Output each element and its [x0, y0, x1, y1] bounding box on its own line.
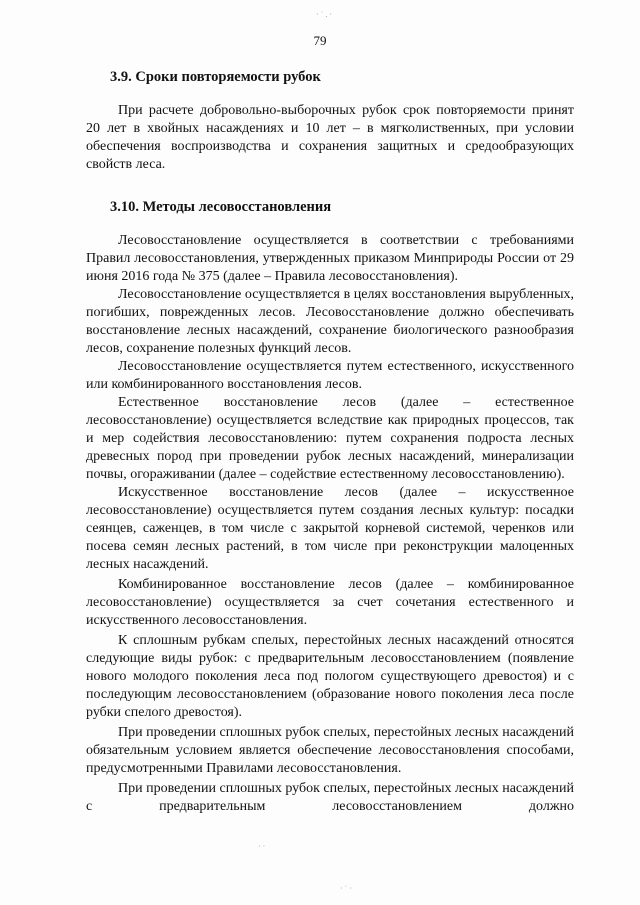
paragraph: Лесовосстановление осуществляется путем естественного, искусственного или комбинированного восстановления лесов.	[86, 359, 574, 392]
paragraph: Естественное восстановление лесов (далее – естественное лесовосстановление) осуществляется вследствие как природных процессов, так и мер содействия лесовосстановлению: путем сохранения подроста лесных древесных пород при проведении рубок лесных насаждений, минерализации почвы, огораживании (далее – содействие естественному лесовосстановлению).	[86, 395, 574, 482]
paragraph: Комбинированное восстановление лесов (далее – комбинированное лесовосстановление) осуществляется за счет сочетания естественного и искусственного лесовосстановления.	[86, 577, 574, 628]
section-heading-3-10: 3.10. Методы лесовосстановления	[110, 199, 332, 215]
paragraph: При проведении сплошных рубок спелых, перестойных лесных насаждений обязательным условием является обеспечение лесовосстановления способами, предусмотренными Правилами лесовосстановления.	[86, 725, 574, 776]
paragraph: Лесовосстановление осуществляется в соответствии с требованиями Правил лесовосстановления, утвержденных приказом Минприроды России от 29 июня 2016 года № 375 (далее – Правила лесовосстановления).	[86, 233, 574, 284]
paragraph: При расчете добровольно-выборочных рубок срок повторяемости принят 20 лет в хвойных насаждениях и 10 лет – в мягколиственных, при условии обеспечения воспроизводства и сохранения защитных и средообразующих свойств леса.	[86, 103, 574, 172]
paragraph: При проведении сплошных рубок спелых, перестойных лесных насаждений с предварительным лесовосстановлением должно	[86, 781, 574, 814]
paragraph: Лесовосстановление осуществляется в целях восстановления вырубленных, погибших, поврежденных лесов. Лесовосстановление должно обеспечивать восстановление лесных насаждений, сохранение биологического разнообразия лесов, сохранение полезных функций лесов.	[86, 287, 574, 356]
page-number: 79	[313, 33, 327, 48]
section-heading-3-9: 3.9. Сроки повторяемости рубок	[110, 69, 321, 85]
scan-artifact: · ˙ . ·	[316, 10, 332, 19]
scan-artifact: · ·	[258, 842, 266, 851]
paragraph: К сплошным рубкам спелых, перестойных лесных насаждений относятся следующие виды рубок: с предварительным лесовосстановлением (появление нового молодого поколения леса под пологом существующего древостоя) и с последующим лесовосстановлением (образование нового поколения леса после рубки спелого древостоя).	[86, 633, 574, 720]
page-content	[86, 68, 574, 816]
paragraph: Искусственное восстановление лесов (далее – искусственное лесовосстановление) осуществляется путем создания лесных культур: посадки сеянцев, саженцев, в том числе с закрытой корневой системой, черенков или посева семян лесных растений, в том числе при реконструкции малоценных лесных насаждений.	[86, 485, 574, 572]
scan-artifact: · ˙ ·	[340, 884, 352, 893]
